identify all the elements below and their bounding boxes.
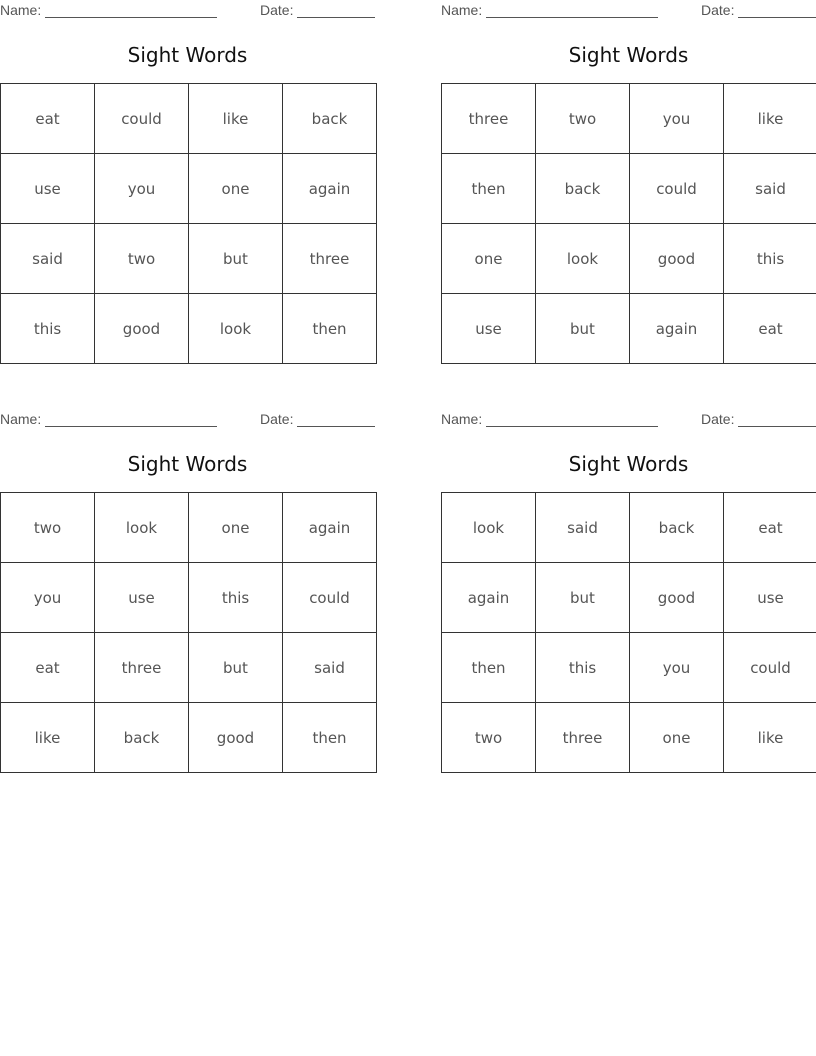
grid-row [442,154,816,224]
grid-row [1,703,377,773]
word-cell: like [1,703,95,773]
date-blank [738,426,816,427]
word-cell: like [189,84,283,154]
word-cell: like [724,703,816,773]
word-cell: eat [724,294,816,364]
date-blank [297,17,375,18]
word-grid [441,83,816,364]
grid-row [1,493,377,563]
name-label: Name: [0,411,42,427]
word-cell: then [283,294,377,364]
grid-row [1,633,377,703]
word-cell: three [442,84,536,154]
word-cell: but [536,563,630,633]
name-blank [486,426,658,427]
word-cell: then [442,154,536,224]
sheet-title: Sight Words [127,43,248,67]
date-label: Date: [260,411,294,427]
word-cell: use [1,154,95,224]
word-cell: back [536,154,630,224]
name-label: Name: [441,411,483,427]
word-cell: one [189,493,283,563]
word-cell: one [189,154,283,224]
word-cell: good [630,563,724,633]
word-cell: use [95,563,189,633]
word-cell: three [95,633,189,703]
word-cell: one [442,224,536,294]
name-blank [45,17,217,18]
grid-row [1,84,377,154]
word-cell: look [536,224,630,294]
word-cell: again [283,154,377,224]
word-cell: eat [1,84,95,154]
sheet-title: Sight Words [568,452,689,476]
word-cell: eat [724,493,816,563]
grid-row [442,224,816,294]
word-cell: back [630,493,724,563]
word-cell: good [95,294,189,364]
name-blank [45,426,217,427]
word-cell: this [724,224,816,294]
name-blank [486,17,658,18]
word-cell: three [283,224,377,294]
grid-row [1,224,377,294]
header-line [0,0,375,22]
word-cell: two [536,84,630,154]
word-cell: good [630,224,724,294]
word-cell: use [442,294,536,364]
word-cell: one [630,703,724,773]
word-cell: again [442,563,536,633]
name-label: Name: [0,2,42,18]
word-cell: said [724,154,816,224]
word-cell: look [189,294,283,364]
grid-row [442,84,816,154]
word-cell: look [95,493,189,563]
header-line [0,409,375,431]
word-cell: you [1,563,95,633]
word-cell: good [189,703,283,773]
header-line [441,409,816,431]
word-cell: then [283,703,377,773]
word-grid [441,492,816,773]
header-line [441,0,816,22]
word-cell: could [724,633,816,703]
word-cell: again [630,294,724,364]
word-cell: you [630,633,724,703]
word-cell: this [536,633,630,703]
word-cell: back [95,703,189,773]
word-cell: said [536,493,630,563]
word-cell: you [630,84,724,154]
word-cell: again [283,493,377,563]
word-cell: back [283,84,377,154]
date-blank [297,426,375,427]
word-cell: but [536,294,630,364]
word-cell: this [1,294,95,364]
word-cell: look [442,493,536,563]
date-label: Date: [260,2,294,18]
date-blank [738,17,816,18]
word-cell: but [189,633,283,703]
word-cell: said [1,224,95,294]
word-cell: eat [1,633,95,703]
word-cell: this [189,563,283,633]
word-grid [0,492,377,773]
grid-row [442,493,816,563]
date-label: Date: [701,2,735,18]
word-cell: two [95,224,189,294]
word-cell: could [95,84,189,154]
grid-row [1,154,377,224]
word-cell: could [283,563,377,633]
sheet-title: Sight Words [127,452,248,476]
grid-row [1,563,377,633]
grid-row [442,703,816,773]
grid-row [1,294,377,364]
date-label: Date: [701,411,735,427]
word-cell: said [283,633,377,703]
grid-row [442,294,816,364]
word-cell: two [1,493,95,563]
word-cell: then [442,633,536,703]
word-cell: you [95,154,189,224]
word-grid [0,83,377,364]
grid-row [442,633,816,703]
word-cell: could [630,154,724,224]
word-cell: use [724,563,816,633]
word-cell: but [189,224,283,294]
name-label: Name: [441,2,483,18]
word-cell: three [536,703,630,773]
sheet-title: Sight Words [568,43,689,67]
grid-row [442,563,816,633]
word-cell: like [724,84,816,154]
word-cell: two [442,703,536,773]
